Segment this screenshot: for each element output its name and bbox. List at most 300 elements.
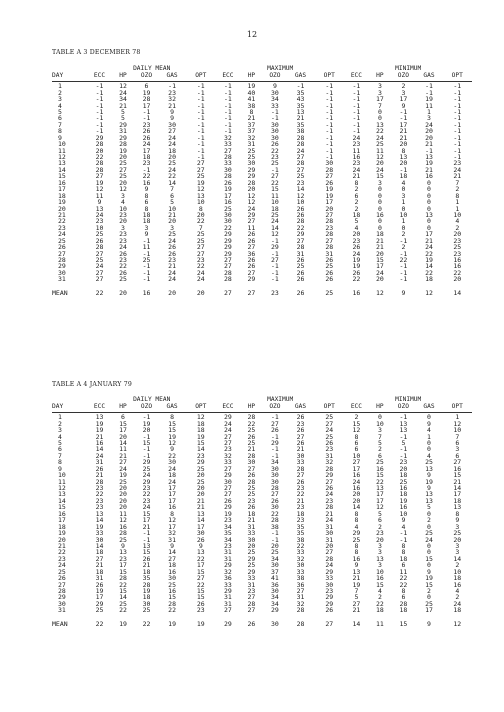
value-cell: 37 — [247, 128, 256, 135]
value-cell: -1 — [224, 89, 232, 96]
value-cell: 23 — [325, 224, 334, 232]
value-cell: 20 — [119, 179, 127, 186]
value-cell: 23 — [296, 504, 305, 511]
value-cell: 23 — [453, 237, 462, 244]
value-cell: 26 — [271, 497, 279, 505]
value-cell: 24 — [352, 250, 361, 257]
value-cell: -1 — [271, 263, 279, 270]
value-cell: -1 — [224, 83, 232, 90]
value-cell: -1 — [453, 134, 462, 141]
value-cell: 27 — [247, 269, 256, 277]
value-cell: 27 — [168, 128, 176, 135]
value-cell: 0 — [401, 205, 406, 212]
value-cell: 27 — [325, 549, 334, 556]
value-cell: 2 — [354, 198, 359, 206]
value-cell: 27 — [224, 484, 232, 492]
day-cell: 29 — [58, 594, 66, 601]
value-cell: 9 — [427, 484, 431, 492]
value-cell: 34 — [271, 459, 279, 466]
value-cell: 12 — [352, 426, 361, 434]
mean-cell: 14 — [453, 288, 462, 297]
value-cell: 23 — [168, 89, 176, 96]
value-cell: 8 — [354, 542, 359, 550]
day-cell: 23 — [58, 555, 66, 563]
mean-row — [52, 289, 472, 297]
value-cell: 14 — [453, 555, 462, 563]
value-cell: 31 — [224, 594, 232, 601]
value-cell: 9 — [401, 517, 406, 524]
value-cell: 18 — [399, 607, 408, 614]
value-cell: 23 — [142, 497, 151, 505]
value-cell: 24 — [168, 465, 176, 472]
value-cell: -1 — [142, 536, 151, 543]
value-cell: 13 — [142, 542, 151, 550]
column-header: OPT — [195, 72, 207, 79]
value-cell: 9 — [427, 568, 431, 575]
value-cell: -1 — [399, 269, 408, 277]
value-cell: 31 — [224, 600, 232, 608]
column-header: OPT — [195, 403, 207, 410]
value-cell: 13 — [95, 414, 104, 421]
value-cell: 15 — [168, 420, 176, 427]
value-cell: 29 — [247, 555, 256, 563]
value-cell: 3 — [121, 224, 125, 232]
value-cell: 23 — [119, 231, 127, 238]
value-cell: 0 — [377, 205, 382, 212]
value-cell: 23 — [271, 153, 279, 161]
value-cell: 22 — [296, 491, 305, 498]
value-cell: 18 — [399, 555, 408, 563]
value-cell: 13 — [352, 568, 361, 575]
value-cell: 28 — [296, 243, 305, 251]
day-cell: 23 — [58, 224, 66, 232]
value-cell: 37 — [271, 568, 279, 575]
value-cell: 25 — [196, 231, 205, 238]
column-header: OZO — [397, 72, 409, 79]
value-cell: 19 — [142, 420, 151, 427]
value-cell: 4 — [401, 523, 406, 530]
value-cell: 4 — [354, 523, 359, 530]
value-cell: 9 — [170, 446, 175, 453]
day-cell: 27 — [58, 250, 66, 257]
value-cell: 26 — [296, 478, 305, 485]
day-cell: 4 — [58, 102, 62, 109]
value-cell: -1 — [453, 102, 462, 109]
value-cell: -1 — [142, 115, 151, 122]
value-cell: 31 — [325, 523, 334, 530]
day-cell: 14 — [58, 166, 66, 174]
value-cell: 29 — [352, 529, 361, 537]
value-cell: 0 — [427, 523, 431, 530]
value-cell: 30 — [325, 160, 334, 167]
column-header: HP — [376, 72, 384, 79]
value-cell: 25 — [453, 243, 462, 251]
day-cell: 21 — [58, 211, 66, 219]
value-cell: 4 — [455, 587, 460, 595]
value-cell: -1 — [224, 95, 232, 103]
value-cell: 25 — [375, 140, 384, 148]
column-header: ECC — [93, 403, 106, 410]
value-cell: 8 — [354, 549, 359, 556]
value-cell: 6 — [354, 439, 359, 447]
value-cell: 0 — [377, 218, 382, 225]
value-cell: 13 — [425, 153, 433, 161]
value-cell: 25 — [95, 607, 104, 614]
value-cell: 18 — [142, 594, 151, 601]
value-cell: 26 — [247, 237, 256, 244]
value-cell: 14 — [168, 549, 176, 556]
value-cell: 22 — [196, 555, 205, 563]
value-cell: 25 — [247, 153, 256, 161]
value-cell: 16 — [352, 484, 361, 492]
value-cell: 6 — [455, 452, 460, 460]
value-cell: 3 — [455, 446, 460, 453]
value-cell: 29 — [224, 504, 232, 511]
value-cell: 28 — [296, 607, 305, 614]
value-cell: 23 — [352, 237, 361, 244]
value-cell: 22 — [453, 269, 462, 277]
value-cell: 24 — [119, 243, 127, 251]
value-cell: -1 — [453, 140, 462, 148]
value-cell: 12 — [196, 414, 205, 421]
table-a3 — [52, 65, 472, 297]
value-cell: 33 — [224, 459, 232, 466]
value-cell: 16 — [119, 523, 127, 530]
value-cell: 19 — [196, 433, 205, 440]
value-cell: 16 — [95, 439, 104, 447]
value-cell: 12 — [119, 83, 127, 90]
value-cell: 29 — [224, 562, 232, 569]
value-cell: 28 — [224, 276, 232, 283]
day-cell: 17 — [58, 517, 66, 524]
value-cell: 26 — [95, 581, 104, 588]
value-cell: 28 — [247, 600, 256, 608]
column-header: OZO — [269, 72, 281, 79]
value-cell: 2 — [354, 205, 359, 212]
value-cell: 0 — [377, 192, 382, 199]
day-cell: 26 — [58, 243, 66, 251]
value-cell: 32 — [247, 134, 256, 141]
value-cell: 10 — [453, 568, 462, 575]
value-cell: 8 — [455, 192, 460, 199]
value-cell: 23 — [224, 517, 232, 524]
value-cell: -1 — [352, 89, 361, 96]
value-cell: 30 — [271, 89, 279, 96]
value-cell: 4 — [354, 224, 359, 232]
value-cell: 27 — [296, 433, 305, 440]
value-cell: 28 — [119, 140, 127, 148]
value-cell: 25 — [425, 529, 433, 537]
value-cell: -1 — [271, 269, 279, 277]
value-cell: 30 — [271, 465, 279, 472]
value-cell: 7 — [198, 224, 203, 232]
value-cell: 23 — [196, 452, 205, 460]
value-cell: 13 — [375, 555, 384, 563]
value-cell: 20 — [375, 160, 384, 167]
mean-cell: 15 — [399, 619, 408, 628]
value-cell: 20 — [325, 542, 334, 550]
value-cell: -1 — [142, 414, 151, 421]
value-cell: 21 — [247, 517, 256, 524]
value-cell: 21 — [168, 211, 176, 219]
value-cell: -1 — [196, 147, 205, 154]
value-cell: 17 — [196, 523, 205, 530]
value-cell: 20 — [119, 497, 127, 505]
value-cell: 27 — [296, 166, 305, 174]
value-cell: 9 — [144, 231, 149, 238]
value-cell: 1 — [455, 198, 460, 206]
mean-cell: 16 — [142, 288, 151, 297]
value-cell: 24 — [119, 89, 127, 96]
value-cell: 17 — [142, 517, 151, 524]
value-cell: -1 — [224, 102, 232, 109]
value-cell: 27 — [247, 218, 256, 225]
value-cell: -1 — [352, 128, 361, 135]
value-cell: 26 — [325, 439, 334, 447]
value-cell: 24 — [352, 478, 361, 485]
value-cell: 25 — [325, 414, 334, 421]
value-cell: 27 — [224, 439, 232, 447]
value-cell: 30 — [296, 452, 305, 460]
value-cell: 1 — [427, 108, 431, 116]
value-cell: 8 — [170, 510, 175, 517]
value-cell: 17 — [168, 484, 176, 492]
value-cell: 25 — [375, 459, 384, 466]
value-cell: 27 — [247, 594, 256, 601]
value-cell: 6 — [401, 562, 406, 569]
value-cell: 31 — [325, 250, 334, 257]
value-cell: 41 — [247, 95, 256, 103]
value-cell: 43 — [296, 95, 305, 103]
value-cell: 18 — [142, 218, 151, 225]
value-cell: 16 — [168, 587, 176, 595]
value-cell: 13 — [453, 504, 462, 511]
value-cell: 29 — [119, 121, 127, 129]
value-cell: 13 — [425, 497, 433, 505]
value-cell: 24 — [325, 562, 334, 569]
value-cell: 22 — [399, 256, 408, 264]
value-cell: 17 — [325, 198, 334, 206]
value-cell: -1 — [325, 153, 334, 161]
value-cell: 23 — [168, 256, 176, 264]
mean-row — [52, 620, 472, 628]
table-a3-caption: TABLE A 3 DECEMBER 78 — [52, 49, 141, 56]
value-cell: 2 — [427, 517, 431, 524]
value-cell: 0 — [427, 224, 431, 232]
value-cell: 4 — [401, 179, 406, 186]
value-cell: 11 — [425, 102, 433, 109]
day-cell: 25 — [58, 568, 66, 575]
value-cell: 17 — [375, 497, 384, 505]
value-cell: 24 — [196, 276, 205, 283]
value-cell: 26 — [224, 179, 232, 186]
value-cell: 25 — [196, 173, 205, 180]
value-cell: 25 — [425, 600, 433, 608]
value-cell: 25 — [119, 600, 127, 608]
value-cell: 8 — [144, 192, 149, 199]
value-cell: 30 — [271, 587, 279, 595]
value-cell: 18 — [296, 510, 305, 517]
value-cell: 23 — [325, 446, 334, 453]
value-cell: 19 — [425, 574, 433, 582]
value-cell: 24 — [224, 426, 232, 434]
value-cell: 38 — [296, 574, 305, 582]
day-cell: 1 — [58, 83, 62, 90]
value-cell: 24 — [453, 600, 462, 608]
value-cell: 16 — [375, 574, 384, 582]
day-cell: 1 — [58, 414, 62, 421]
value-cell: 31 — [95, 574, 104, 582]
column-header: ECC — [350, 403, 362, 410]
value-cell: 30 — [247, 160, 256, 167]
value-cell: 31 — [296, 250, 305, 257]
value-cell: 29 — [224, 587, 232, 595]
value-cell: 30 — [224, 166, 232, 174]
value-cell: 20 — [425, 128, 433, 135]
value-cell: 25 — [119, 160, 127, 167]
column-header-row — [52, 403, 472, 411]
value-cell: 15 — [352, 420, 361, 427]
value-cell: 32 — [296, 555, 305, 563]
value-cell: -1 — [399, 452, 408, 460]
value-cell: 22 — [142, 491, 151, 498]
value-cell: -1 — [399, 529, 408, 537]
value-cell: 22 — [119, 263, 127, 270]
value-cell: 3 — [377, 179, 382, 186]
day-cell: 15 — [58, 504, 66, 511]
mean-cell: 19 — [168, 619, 176, 628]
day-cell: 12 — [58, 484, 66, 492]
value-cell: 17 — [375, 491, 384, 498]
column-header: ECC — [93, 72, 106, 79]
value-cell: 21 — [352, 574, 361, 582]
value-cell: 22 — [168, 607, 176, 614]
value-cell: 5 — [377, 510, 382, 517]
value-cell: 33 — [325, 574, 334, 582]
value-cell: 9 — [97, 198, 102, 206]
value-cell: 14 — [296, 186, 305, 193]
value-cell: 6 — [144, 198, 149, 206]
value-cell: 26 — [168, 243, 176, 251]
value-cell: 35 — [296, 89, 305, 96]
value-cell: 27 — [95, 276, 104, 283]
value-cell: 10 — [168, 205, 176, 212]
value-cell: 17 — [375, 95, 384, 103]
value-cell: 27 — [247, 243, 256, 251]
value-cell: 9 — [198, 542, 203, 550]
value-cell: 11 — [142, 243, 151, 251]
value-cell: 19 — [352, 256, 361, 264]
value-cell: 28 — [119, 574, 127, 582]
value-cell: 21 — [425, 140, 433, 148]
value-cell: 3 — [455, 549, 460, 556]
value-cell: 23 — [296, 420, 305, 427]
value-cell: 26 — [271, 426, 279, 434]
value-cell: 22 — [352, 276, 361, 283]
day-cell: 7 — [58, 452, 62, 460]
value-cell: 26 — [142, 555, 151, 563]
value-cell: 25 — [247, 491, 256, 498]
value-cell: 21 — [247, 446, 256, 453]
mean-cell: 11 — [375, 619, 384, 628]
value-cell: 16 — [399, 504, 408, 511]
value-cell: 6 — [401, 594, 406, 601]
value-cell: 17 — [119, 426, 127, 434]
value-cell: 3 — [377, 549, 382, 556]
value-cell: 19 — [168, 433, 176, 440]
value-cell: 27 — [224, 491, 232, 498]
value-cell: 28 — [142, 581, 151, 588]
day-cell: 19 — [58, 529, 66, 537]
value-cell: -1 — [142, 237, 151, 244]
value-cell: 27 — [224, 256, 232, 264]
value-cell: 8 — [401, 587, 406, 595]
value-cell: 0 — [427, 192, 431, 199]
value-cell: 10 — [271, 198, 279, 206]
value-cell: 22 — [168, 452, 176, 460]
value-cell: 28 — [325, 218, 334, 225]
column-header: OZO — [140, 72, 153, 79]
column-header: GAS — [294, 403, 307, 410]
value-cell: 13 — [95, 205, 104, 212]
value-cell: 21 — [142, 562, 151, 569]
value-cell: 24 — [453, 166, 462, 174]
value-cell: 10 — [196, 198, 205, 206]
day-cell: 6 — [58, 446, 62, 453]
value-cell: 33 — [296, 549, 305, 556]
value-cell: 10 — [375, 420, 384, 427]
value-cell: 0 — [377, 198, 382, 206]
value-cell: 28 — [399, 600, 408, 608]
value-cell: 10 — [352, 452, 361, 460]
value-cell: 7 — [170, 186, 175, 193]
group-header-daily-mean: DAILY MEAN — [133, 396, 171, 403]
value-cell: 27 — [119, 459, 127, 466]
value-cell: 21 — [168, 263, 176, 270]
value-cell: 27 — [119, 166, 127, 174]
value-cell: 8 — [401, 147, 406, 154]
value-cell: 0 — [427, 542, 431, 550]
value-cell: 0 — [427, 198, 431, 206]
value-cell: 20 — [119, 484, 127, 492]
value-cell: 26 — [296, 439, 305, 447]
day-cell: 22 — [58, 549, 66, 556]
value-cell: 18 — [168, 147, 176, 154]
value-cell: 29 — [325, 471, 334, 479]
day-cell: 13 — [58, 160, 66, 167]
day-cell: 16 — [58, 510, 66, 517]
value-cell: 35 — [142, 574, 151, 582]
value-cell: 0 — [377, 224, 382, 232]
value-cell: 34 — [271, 600, 279, 608]
day-cell: 2 — [58, 89, 62, 96]
value-cell: 18 — [142, 568, 151, 575]
value-cell: 17 — [142, 102, 151, 109]
value-cell: 19 — [142, 587, 151, 595]
value-cell: 16 — [425, 173, 433, 180]
value-cell: 20 — [196, 471, 205, 479]
value-cell: 0 — [427, 549, 431, 556]
value-cell: 20 — [425, 134, 433, 141]
value-cell: 25 — [168, 581, 176, 588]
value-cell: 23 — [325, 587, 334, 595]
value-cell: 8 — [354, 510, 359, 517]
value-cell: 5 — [427, 504, 431, 511]
value-cell: 29 — [247, 211, 256, 219]
value-cell: 20 — [375, 536, 384, 543]
value-cell: 12 — [247, 198, 256, 206]
value-cell: 15 — [375, 581, 384, 588]
